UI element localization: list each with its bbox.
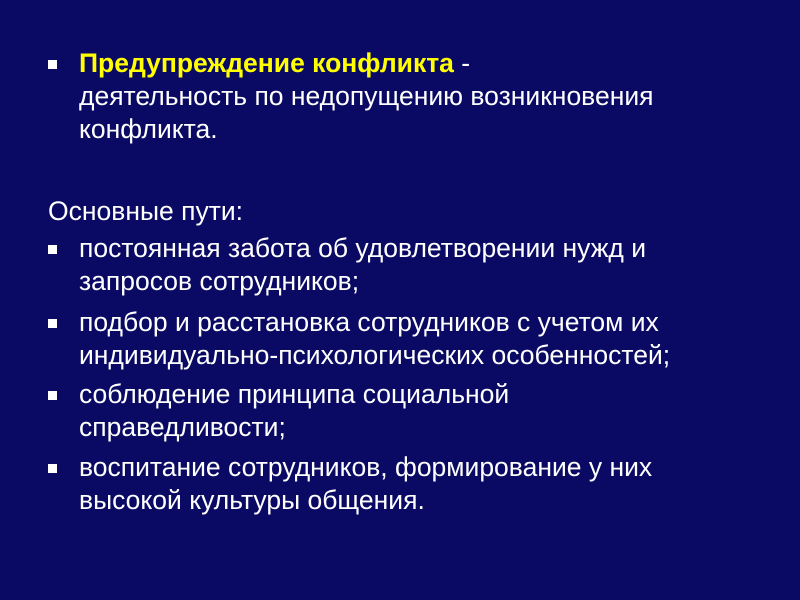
way-line-2: справедливости; bbox=[79, 412, 286, 442]
way-line-2: индивидуально-психологических особенностей; bbox=[79, 340, 671, 370]
way-text bbox=[79, 451, 779, 517]
way-line-2: высокой культуры общения. bbox=[79, 485, 425, 515]
definition-line-2: деятельность по недопущению возникновения bbox=[79, 81, 654, 111]
way-line-1: подбор и расстановка сотрудников с учетом их bbox=[79, 307, 659, 337]
way-line-1: воспитание сотрудников, формирование у них bbox=[79, 452, 653, 482]
way-line-1: соблюдение принципа социальной bbox=[79, 379, 510, 409]
bullet-icon bbox=[48, 319, 57, 328]
way-text bbox=[79, 378, 779, 444]
definition-line-3: конфликта. bbox=[79, 114, 218, 144]
bullet-icon bbox=[48, 245, 57, 254]
way-line-1: постоянная забота об удовлетворении нужд и bbox=[79, 233, 647, 263]
definition-text bbox=[79, 47, 779, 146]
bullet-icon bbox=[48, 391, 57, 400]
way-text bbox=[79, 306, 779, 372]
way-text bbox=[79, 232, 779, 298]
bullet-icon bbox=[48, 464, 57, 473]
definition-dash: - bbox=[453, 48, 471, 78]
definition-term: Предупреждение конфликта bbox=[79, 48, 454, 78]
way-line-2: запросов сотрудников; bbox=[79, 266, 360, 296]
bullet-icon bbox=[48, 60, 57, 69]
ways-heading: Основные пути: bbox=[48, 196, 243, 226]
definition-line-1 bbox=[79, 47, 779, 80]
